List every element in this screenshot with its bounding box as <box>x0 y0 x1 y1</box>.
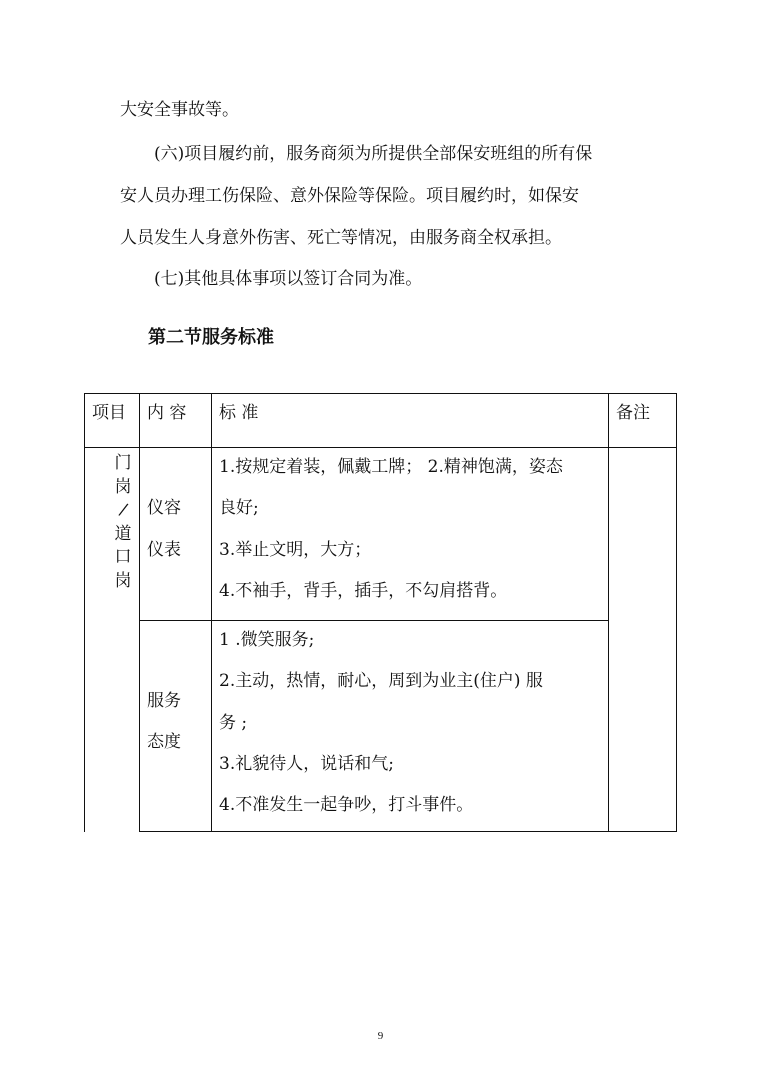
item-name-char: 岗 <box>114 570 132 591</box>
table-column-divider-3 <box>608 393 609 832</box>
row2-standard-line: 1 .微笑服务; <box>219 630 315 650</box>
header-content: 内 容 <box>147 403 187 423</box>
paragraph-continuation: 大安全事故等。 <box>120 100 239 120</box>
row2-standard-line: 务 ; <box>219 713 248 733</box>
table-column-divider-2 <box>211 393 212 832</box>
row2-standard-line: 3.礼貌待人，说话和气; <box>219 754 394 774</box>
paragraph-item-seven: (七)其他具体事项以签订合同为准。 <box>154 269 423 289</box>
item-name-char: 道 <box>114 523 132 544</box>
item-name-char: / <box>117 499 130 521</box>
row2-standard-line: 4.不准发生一起争吵，打斗事件。 <box>219 795 474 815</box>
table-column-divider-1 <box>139 393 140 832</box>
item-name-char: 门 <box>114 453 132 473</box>
row1-content-line: 仪表 <box>147 540 181 560</box>
table-header-divider <box>84 447 677 448</box>
header-item: 项目 <box>92 403 126 423</box>
section-heading: 第二节服务标准 <box>148 327 274 348</box>
row1-standard-line: 4.不袖手，背手，插手，不勾肩搭背。 <box>219 581 508 601</box>
item-name-char: 岗 <box>114 476 132 497</box>
row1-standard-line: 1.按规定着装，佩戴工牌； 2.精神饱满，姿态 <box>219 457 563 477</box>
header-remark: 备注 <box>616 403 650 423</box>
table-row-divider <box>139 620 609 621</box>
table-border-left <box>84 393 85 832</box>
page-number: 9 <box>377 1030 384 1042</box>
row2-content-line: 服务 <box>147 691 181 711</box>
row1-standard-line: 3.举止文明，大方； <box>219 540 372 560</box>
paragraph-item-six-line3: 人员发生人身意外伤害、死亡等情况，由服务商全权承担。 <box>120 228 562 248</box>
row1-content-line: 仪容 <box>147 498 181 518</box>
table-border-right <box>676 393 677 832</box>
row2-standard-line: 2.主动，热情，耐心，周到为业主(住户) 服 <box>219 671 543 691</box>
header-standard: 标 准 <box>219 403 259 423</box>
paragraph-item-six: (六)项目履约前，服务商须为所提供全部保安班组的所有保 <box>154 144 593 164</box>
table-border-top <box>84 393 677 394</box>
row2-content-line: 态度 <box>147 732 181 752</box>
item-name-char: 口 <box>114 547 132 567</box>
row1-standard-line: 良好; <box>219 498 259 518</box>
item-name-vertical <box>110 452 136 593</box>
paragraph-item-six-line2: 安人员办理工伤保险、意外保险等保险。项目履约时，如保安 <box>120 186 579 206</box>
table-border-bottom <box>139 831 677 832</box>
